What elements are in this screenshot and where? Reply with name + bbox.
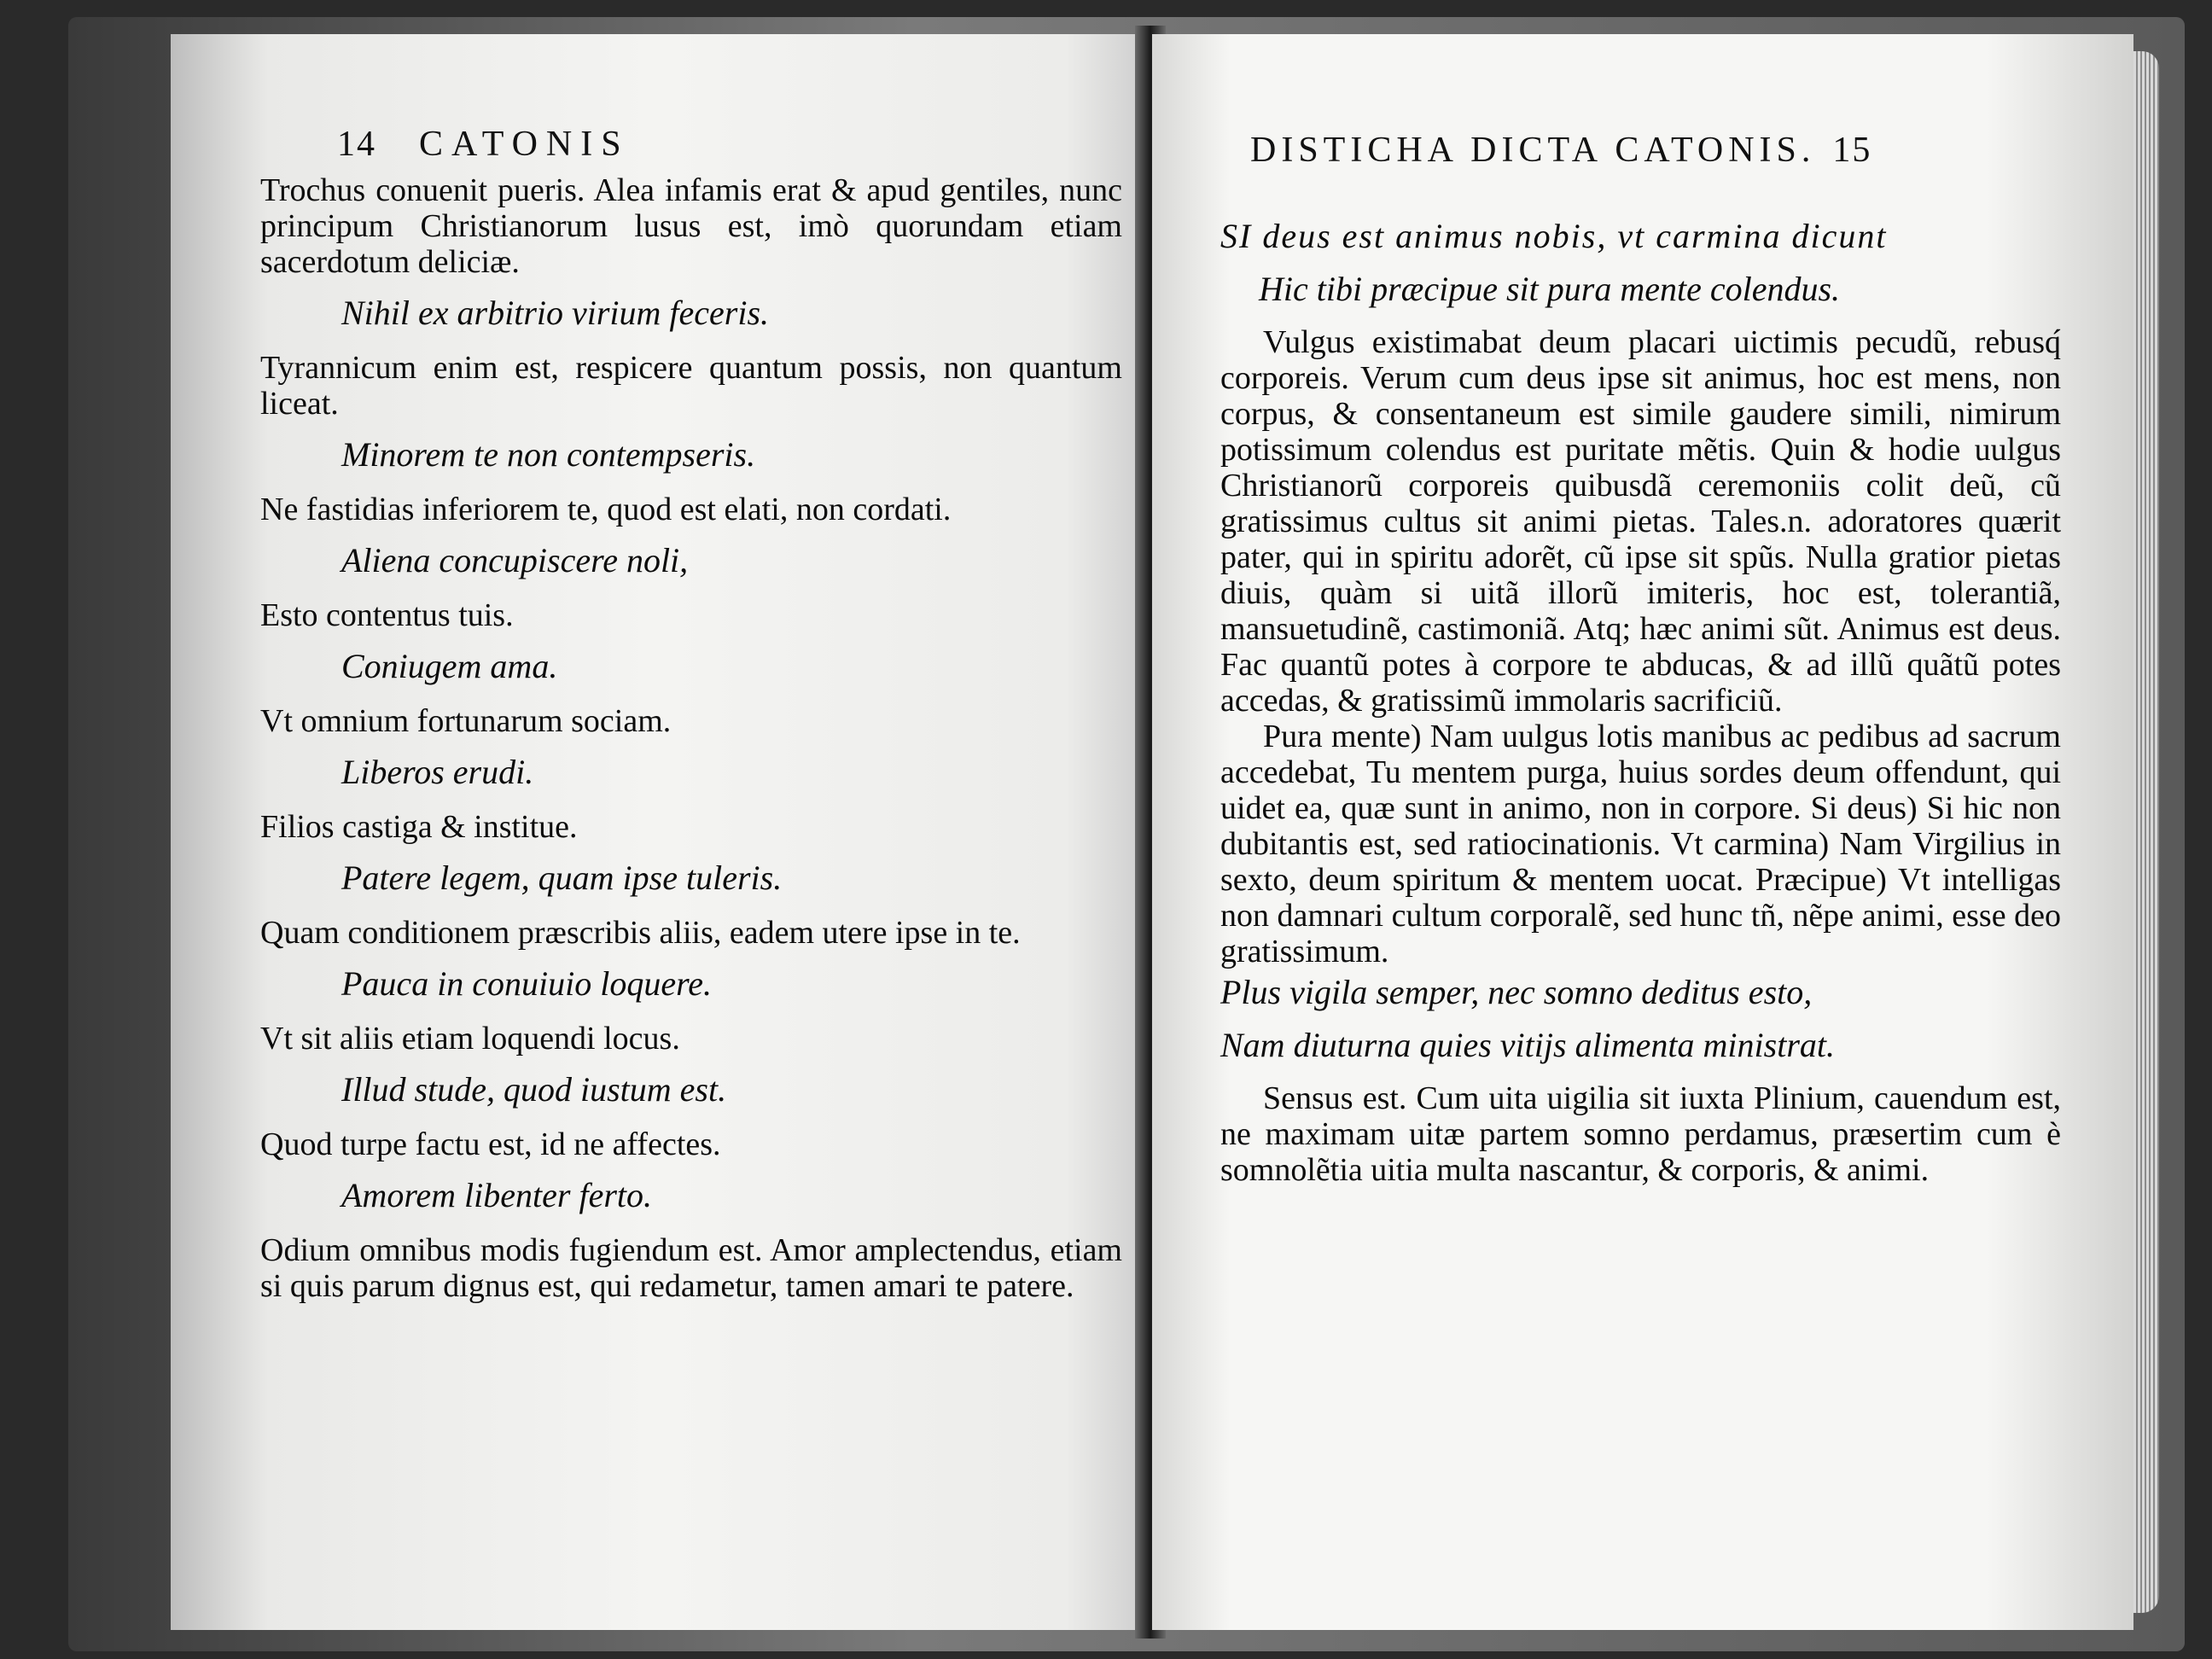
right-block-7: Sensus est. Cum uita uigilia sit iuxta Plinium, cauendum est, ne maximam uitæ partem somno perdamus, præsertim cum è somnolẽtia uitia multa nascantur, & corporis, & animi. [1220,1080,2061,1188]
left-block-14: Pauca in conuiuio loquere. [341,964,712,1003]
right-block-5: Plus vigila semper, nec somno deditus esto, [1220,973,1813,1011]
left-block-16: Illud stude, quod iustum est. [341,1070,727,1109]
left-page [171,34,1144,1630]
left-block-7: Esto contentus tuis. [260,597,514,633]
left-block-1: Trochus conuenit pueris. Alea infamis erat & apud gentiles, nunc principum Christianorum lusus est, imò quorundam etiam sacerdotum deliciæ. [260,172,1122,280]
left-block-4: Minorem te non contempseris. [341,435,756,474]
right-block-3: Vulgus existimabat deum placari uictimis pecudũ, rebusq́ corporeis. Verum cum deus ipse sit animus, hoc est mens, non corpus, & consentaneum est simile gaudere simili, nimirum potissimum colendus est puritate mẽtis. Quin & hodie uulgus Christianorũ corporeis quibusdã ceremoniis colit deũ, cũ gratissimus cultus sit animi pietas. Tales.n. adoratores quærit pater, qui in spiritu adorẽt, cũ ipse sit spũs. Nulla gratior pietas diuis, quàm si uitã illorũ imiteris, hoc est, tolerantiã, mansuetudinẽ, castimoniã. Atq; hæc animi sũt. Animus est deus. Fac quantũ potes à corpore te abducas, & ad illũ quãtũ potes accedas, & gratissimũ immolaris sacrificiũ. [1220,324,2061,719]
right-page [1152,34,2133,1630]
left-page-number: 14 [337,125,376,164]
left-running-head [337,124,630,165]
right-block-1: SI deus est animus nobis, vt carmina dicunt [1220,217,1888,255]
right-running-head [1250,130,1871,171]
left-block-6: Aliena concupiscere noli, [341,541,689,579]
left-block-8: Coniugem ama. [341,647,558,685]
right-block-4: Pura mente) Nam uulgus lotis manibus ac pedibus ad sacrum accedebat, Tu mentem purga, huius sordes deum offendunt, qui uidet ea, quæ sunt in animo, non in corpore. Si deus) Si hic non dubitantis est, sed ratiocinationis. Vt carmina) Nam Virgilius in sexto, deum spiritum & mentem uocat. Præcipue) Vt intelligas non damnari cultum corporalẽ, sed hunc tñ, nẽpe animi, esse deo gratissimum. [1220,719,2061,969]
left-block-9: Vt omnium fortunarum sociam. [260,703,672,739]
left-block-13: Quam conditionem præscribis aliis, eadem utere ipse in te. [260,915,1021,951]
left-block-2: Nihil ex arbitrio virium feceris. [341,294,770,332]
left-block-19: Odium omnibus modis fugiendum est. Amor amplectendus, etiam si quis parum dignus est, qui redametur, tamen amari te patere. [260,1232,1122,1304]
left-block-5: Ne fastidias inferiorem te, quod est elati, non cordati. [260,492,952,527]
left-head-title: CATONIS [419,125,630,164]
left-block-12: Patere legem, quam ipse tuleris. [341,859,783,897]
right-block-6: Nam diuturna quies vitijs alimenta ministrat. [1220,1026,1836,1064]
left-block-17: Quod turpe factu est, id ne affectes. [260,1126,721,1162]
right-block-2: Hic tibi præcipue sit pura mente colendus. [1259,270,1841,308]
left-block-3: Tyrannicum enim est, respicere quantum possis, non quantum liceat. [260,350,1122,422]
left-block-11: Filios castiga & institue. [260,809,578,845]
left-block-15: Vt sit aliis etiam loquendi locus. [260,1021,680,1057]
left-block-10: Liberos erudi. [341,753,534,791]
right-head-title: DISTICHA DICTA CATONIS. [1250,131,1816,170]
left-block-18: Amorem libenter ferto. [341,1176,653,1214]
right-page-number: 15 [1832,131,1872,170]
left-text-body [260,172,1122,1304]
right-text-body [1220,213,2061,1188]
